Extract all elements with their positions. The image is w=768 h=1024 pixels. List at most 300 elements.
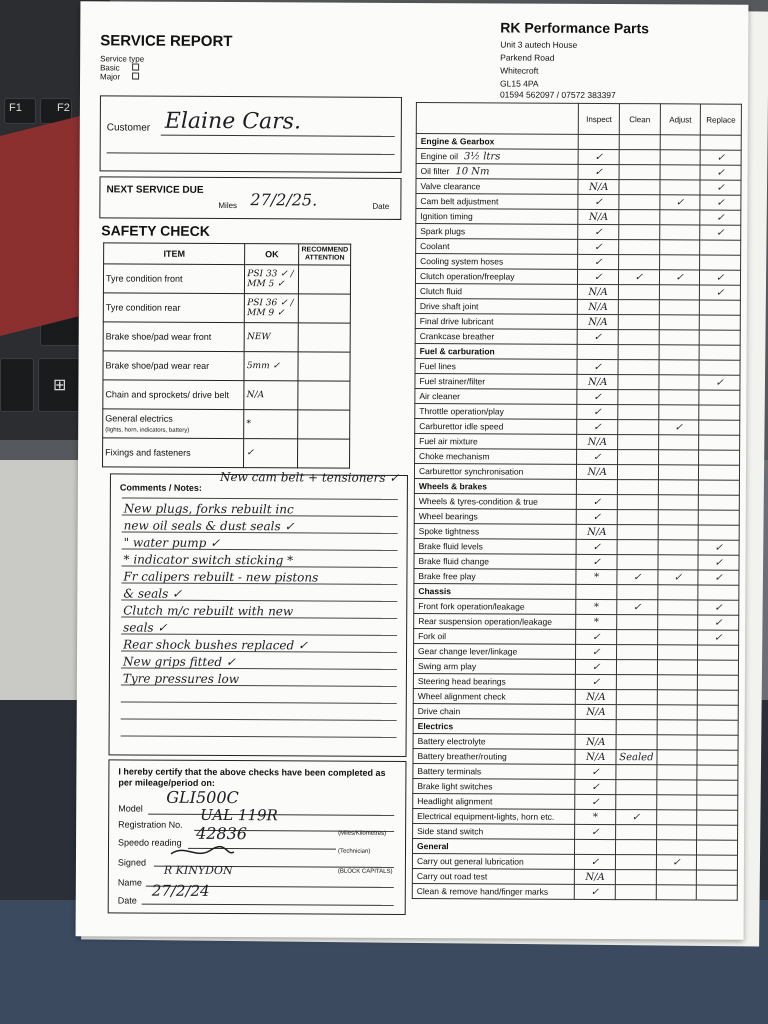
inspect-mark[interactable]: ✓ bbox=[577, 419, 618, 434]
clean-mark[interactable]: ✓ bbox=[617, 600, 658, 615]
replace-mark[interactable]: ✓ bbox=[698, 555, 739, 570]
adjust-mark[interactable] bbox=[656, 870, 697, 885]
clean-mark[interactable] bbox=[619, 240, 660, 255]
model-value[interactable]: GLI500C bbox=[166, 787, 239, 808]
checklist-item-text: Drive chain bbox=[417, 706, 461, 717]
clean-mark[interactable] bbox=[616, 690, 657, 705]
adjust-mark[interactable] bbox=[657, 780, 698, 795]
clean-mark[interactable] bbox=[618, 300, 659, 315]
clean-mark[interactable] bbox=[618, 375, 659, 390]
clean-mark[interactable] bbox=[618, 360, 659, 375]
inspect-mark[interactable]: ✓ bbox=[577, 494, 618, 509]
replace-mark[interactable] bbox=[697, 810, 738, 825]
inspect-mark[interactable]: ✓ bbox=[576, 674, 617, 689]
inspect-mark[interactable]: ✓ bbox=[578, 329, 619, 344]
replace-mark[interactable] bbox=[700, 255, 741, 270]
replace-mark[interactable] bbox=[699, 465, 740, 480]
checklist-section-label bbox=[414, 479, 576, 495]
basic-checkbox[interactable] bbox=[132, 64, 139, 71]
adjust-mark[interactable] bbox=[657, 675, 698, 690]
checklist-item-label bbox=[415, 314, 577, 330]
clean-mark[interactable] bbox=[619, 210, 660, 225]
inspect-mark[interactable]: N/A bbox=[577, 464, 618, 479]
comment-line[interactable]: Tyre pressures low bbox=[122, 671, 240, 687]
clean-mark[interactable] bbox=[616, 660, 657, 675]
clean-mark[interactable] bbox=[617, 465, 658, 480]
checklist-item-label bbox=[415, 449, 577, 465]
adjust-mark[interactable] bbox=[657, 795, 698, 810]
clean-mark[interactable] bbox=[616, 645, 657, 660]
inspect-mark[interactable]: ✓ bbox=[577, 359, 618, 374]
comment-line[interactable]: New grips fitted ✓ bbox=[122, 654, 236, 670]
adjust-mark[interactable] bbox=[659, 405, 700, 420]
replace-mark[interactable] bbox=[698, 675, 739, 690]
checklist-item-text: Fuel & carburation bbox=[419, 346, 495, 357]
safety-ok[interactable]: ✓ bbox=[244, 439, 298, 468]
inspect-mark[interactable]: * bbox=[576, 614, 617, 629]
adjust-mark[interactable] bbox=[656, 825, 697, 840]
adjust-mark[interactable]: ✓ bbox=[658, 420, 699, 435]
clean-mark[interactable] bbox=[619, 195, 660, 210]
checklist-item-text: Ignition timing bbox=[420, 211, 473, 222]
clean-mark[interactable] bbox=[619, 180, 660, 195]
comment-line[interactable]: Clutch m/c rebuilt with new bbox=[123, 603, 294, 619]
safety-ok[interactable]: N/A bbox=[244, 381, 298, 410]
company-address-2: Parkend Road bbox=[500, 52, 555, 63]
inspect-mark[interactable]: ✓ bbox=[576, 629, 617, 644]
clean-mark[interactable] bbox=[619, 225, 660, 240]
checklist-item-label bbox=[413, 764, 575, 780]
checklist-item-label bbox=[416, 239, 578, 255]
comment-line[interactable]: & seals ✓ bbox=[123, 586, 183, 601]
clean-mark[interactable] bbox=[616, 735, 657, 750]
replace-mark[interactable] bbox=[699, 360, 740, 375]
checklist-item-text: Wheels & brakes bbox=[418, 481, 487, 492]
replace-mark[interactable] bbox=[699, 405, 740, 420]
adjust-mark[interactable]: ✓ bbox=[660, 195, 701, 210]
replace-mark[interactable]: ✓ bbox=[700, 270, 741, 285]
replace-mark[interactable]: ✓ bbox=[698, 540, 739, 555]
checklist-item-text: Engine oil bbox=[420, 150, 459, 161]
adjust-mark[interactable]: ✓ bbox=[659, 270, 700, 285]
checklist-row bbox=[416, 179, 741, 196]
clean-mark[interactable] bbox=[618, 285, 659, 300]
registration-value[interactable]: UAL 119R bbox=[200, 805, 278, 825]
inspect-mark[interactable]: * bbox=[575, 809, 616, 824]
inspect-mark[interactable]: ✓ bbox=[575, 779, 616, 794]
adjust-mark[interactable] bbox=[657, 690, 698, 705]
checklist-item-text: Headlight alignment bbox=[417, 796, 493, 807]
checklist-body bbox=[412, 134, 741, 901]
clean-mark[interactable] bbox=[618, 405, 659, 420]
inspect-mark[interactable]: ✓ bbox=[577, 449, 618, 464]
checklist-row bbox=[415, 449, 740, 466]
adjust-mark[interactable] bbox=[658, 510, 699, 525]
replace-mark[interactable]: ✓ bbox=[698, 570, 739, 585]
replace-mark[interactable] bbox=[697, 705, 738, 720]
checklist-item-label bbox=[414, 569, 576, 585]
checklist-item-text: Wheels & tyres-condition & true bbox=[418, 496, 538, 507]
model-label: Model bbox=[118, 803, 143, 814]
inspect-mark[interactable]: ✓ bbox=[576, 659, 617, 674]
inspect-mark[interactable]: N/A bbox=[575, 749, 616, 764]
adjust-mark bbox=[658, 585, 699, 600]
inspect-mark[interactable]: N/A bbox=[577, 374, 618, 389]
replace-mark[interactable] bbox=[697, 855, 738, 870]
inspect-mark[interactable]: ✓ bbox=[576, 539, 617, 554]
checklist-item-label bbox=[414, 614, 576, 630]
inspect-mark bbox=[576, 584, 617, 599]
clean-mark[interactable]: Sealed bbox=[616, 750, 657, 765]
clean-mark[interactable] bbox=[616, 765, 657, 780]
replace-mark[interactable]: ✓ bbox=[700, 225, 741, 240]
checklist-section-row bbox=[415, 344, 740, 361]
adjust-mark[interactable] bbox=[659, 255, 700, 270]
checklist-header-blank bbox=[416, 103, 579, 135]
replace-mark[interactable] bbox=[698, 660, 739, 675]
safety-attention[interactable] bbox=[298, 410, 350, 439]
replace-mark[interactable]: ✓ bbox=[700, 150, 741, 165]
service-checklist-table bbox=[412, 102, 742, 901]
adjust-mark[interactable] bbox=[657, 645, 698, 660]
adjust-mark[interactable] bbox=[660, 165, 701, 180]
replace-mark[interactable] bbox=[697, 870, 738, 885]
inspect-mark[interactable]: * bbox=[576, 599, 617, 614]
safety-item-label: General electrics bbox=[105, 413, 173, 424]
adjust-mark[interactable] bbox=[659, 330, 700, 345]
replace-mark[interactable] bbox=[699, 495, 740, 510]
checklist-row bbox=[415, 389, 740, 406]
inspect-mark[interactable]: N/A bbox=[576, 704, 617, 719]
checklist-row bbox=[414, 569, 739, 586]
adjust-mark[interactable] bbox=[658, 450, 699, 465]
checklist-item-text: Carburettor synchronisation bbox=[418, 466, 524, 477]
clean-mark[interactable]: ✓ bbox=[616, 810, 657, 825]
clean-mark[interactable] bbox=[618, 390, 659, 405]
adjust-mark[interactable] bbox=[658, 495, 699, 510]
replace-mark[interactable]: ✓ bbox=[700, 165, 741, 180]
clean-mark[interactable] bbox=[617, 540, 658, 555]
clean-mark[interactable] bbox=[619, 165, 660, 180]
adjust-mark bbox=[658, 480, 699, 495]
safety-row bbox=[103, 322, 350, 352]
checklist-row bbox=[413, 779, 738, 796]
adjust-mark bbox=[659, 345, 700, 360]
safety-ok[interactable]: PSI 33 ✓ / MM 5 ✓ bbox=[245, 265, 299, 294]
replace-mark[interactable]: ✓ bbox=[700, 285, 741, 300]
safety-row bbox=[103, 293, 350, 323]
checklist-item-text: Carry out road test bbox=[416, 871, 488, 882]
safety-row bbox=[103, 438, 350, 468]
replace-mark[interactable]: ✓ bbox=[698, 615, 739, 630]
inspect-mark[interactable]: N/A bbox=[577, 434, 618, 449]
checklist-row bbox=[416, 209, 741, 226]
checklist-row bbox=[414, 644, 739, 661]
date-label: Date bbox=[372, 201, 390, 211]
clean-mark[interactable] bbox=[618, 450, 659, 465]
adjust-mark[interactable] bbox=[660, 150, 701, 165]
safety-attention[interactable] bbox=[299, 265, 351, 294]
safety-ok[interactable]: 5mm ✓ bbox=[244, 352, 298, 381]
inspect-mark bbox=[576, 719, 617, 734]
inspect-mark[interactable]: ✓ bbox=[577, 509, 618, 524]
safety-check-table bbox=[102, 242, 351, 468]
inspect-mark[interactable]: N/A bbox=[578, 284, 619, 299]
checklist-item-text: Clutch operation/freeplay bbox=[419, 271, 515, 282]
adjust-mark[interactable] bbox=[658, 555, 699, 570]
replace-mark[interactable]: ✓ bbox=[700, 195, 741, 210]
inspect-mark[interactable]: ✓ bbox=[578, 254, 619, 269]
checklist-item-label bbox=[415, 404, 577, 420]
replace-mark[interactable]: ✓ bbox=[700, 210, 741, 225]
inspect-mark[interactable]: * bbox=[576, 569, 617, 584]
adjust-mark[interactable] bbox=[658, 435, 699, 450]
clean-mark[interactable] bbox=[618, 435, 659, 450]
checklist-item-text: Chassis bbox=[418, 586, 452, 597]
clean-mark[interactable]: ✓ bbox=[618, 270, 659, 285]
comment-line[interactable]: Fr calipers rebuilt - new pistons bbox=[123, 569, 319, 585]
clean-mark[interactable] bbox=[617, 495, 658, 510]
replace-mark bbox=[699, 480, 740, 495]
replace-mark[interactable] bbox=[698, 525, 739, 540]
speedo-value[interactable]: 42836 bbox=[196, 823, 248, 844]
name-value[interactable]: R KINYDON bbox=[163, 863, 233, 878]
inspect-mark bbox=[577, 344, 618, 359]
inspect-mark[interactable]: N/A bbox=[575, 869, 616, 884]
adjust-mark[interactable] bbox=[656, 810, 697, 825]
clean-mark[interactable] bbox=[615, 870, 656, 885]
replace-mark[interactable]: ✓ bbox=[698, 600, 739, 615]
inspect-mark[interactable]: ✓ bbox=[577, 404, 618, 419]
adjust-mark[interactable] bbox=[659, 300, 700, 315]
comment-line[interactable]: Rear shock bushes replaced ✓ bbox=[123, 637, 309, 653]
customer-value[interactable]: Elaine Cars. bbox=[164, 108, 302, 135]
comment-line[interactable]: New cam belt + tensioners ✓ bbox=[219, 469, 400, 485]
clean-mark[interactable] bbox=[618, 420, 659, 435]
clean-mark[interactable]: ✓ bbox=[617, 570, 658, 585]
clean-mark[interactable] bbox=[615, 885, 656, 900]
clean-mark[interactable] bbox=[619, 150, 660, 165]
adjust-mark[interactable] bbox=[657, 765, 698, 780]
safety-attention[interactable] bbox=[298, 439, 350, 468]
inspect-mark[interactable]: N/A bbox=[578, 314, 619, 329]
adjust-mark[interactable]: ✓ bbox=[658, 570, 699, 585]
inspect-mark[interactable]: ✓ bbox=[576, 644, 617, 659]
replace-mark[interactable] bbox=[698, 510, 739, 525]
checklist-item-text: Fuel strainer/filter bbox=[419, 376, 486, 387]
checklist-item-label bbox=[414, 509, 576, 525]
safety-item: Brake shoe/pad wear front bbox=[103, 322, 244, 352]
name-label: Name bbox=[117, 877, 142, 888]
replace-mark[interactable]: ✓ bbox=[698, 630, 739, 645]
safety-attention[interactable] bbox=[298, 323, 350, 352]
col-item: ITEM bbox=[104, 243, 245, 265]
company-phone: 01594 562097 / 07572 383397 bbox=[499, 89, 616, 101]
checklist-item-note[interactable]: 3½ ltrs bbox=[463, 150, 501, 162]
safety-ok[interactable]: * bbox=[244, 410, 298, 439]
checklist-item-label bbox=[416, 164, 578, 180]
replace-mark[interactable]: ✓ bbox=[700, 180, 741, 195]
adjust-mark[interactable] bbox=[657, 750, 698, 765]
checklist-row bbox=[414, 464, 739, 481]
checklist-item-text: Choke mechanism bbox=[419, 451, 490, 462]
replace-mark[interactable] bbox=[700, 240, 741, 255]
comment-line[interactable]: seals ✓ bbox=[123, 620, 168, 635]
replace-mark[interactable] bbox=[697, 885, 738, 900]
keyboard-key: F2 bbox=[40, 98, 72, 124]
clean-mark[interactable] bbox=[617, 510, 658, 525]
inspect-mark[interactable]: ✓ bbox=[575, 854, 616, 869]
checklist-row bbox=[415, 314, 740, 331]
replace-mark[interactable] bbox=[699, 390, 740, 405]
checklist-item-text: Final drive lubricant bbox=[419, 316, 494, 327]
inspect-mark[interactable]: N/A bbox=[576, 689, 617, 704]
clean-mark[interactable] bbox=[617, 615, 658, 630]
checklist-item-label bbox=[414, 599, 576, 615]
safety-attention[interactable] bbox=[298, 381, 350, 410]
replace-mark[interactable] bbox=[699, 450, 740, 465]
replace-mark bbox=[700, 135, 741, 150]
clean-mark[interactable] bbox=[618, 315, 659, 330]
adjust-mark[interactable] bbox=[656, 885, 697, 900]
inspect-mark[interactable]: ✓ bbox=[575, 884, 616, 899]
checklist-item-label bbox=[412, 854, 574, 870]
clean-mark[interactable] bbox=[618, 330, 659, 345]
inspect-mark[interactable]: ✓ bbox=[575, 824, 616, 839]
replace-mark[interactable] bbox=[700, 315, 741, 330]
replace-mark[interactable] bbox=[697, 795, 738, 810]
inspect-mark[interactable]: ✓ bbox=[578, 224, 619, 239]
replace-mark[interactable] bbox=[698, 690, 739, 705]
checklist-item-note[interactable]: 10 Nm bbox=[455, 165, 490, 177]
adjust-mark[interactable] bbox=[659, 360, 700, 375]
inspect-mark[interactable]: N/A bbox=[578, 299, 619, 314]
checklist-row bbox=[413, 689, 738, 706]
adjust-mark[interactable] bbox=[659, 240, 700, 255]
checklist-item-label bbox=[413, 809, 575, 825]
basic-label: Basic bbox=[100, 63, 120, 73]
replace-mark[interactable] bbox=[699, 435, 740, 450]
inspect-mark[interactable]: ✓ bbox=[575, 764, 616, 779]
clean-mark[interactable] bbox=[617, 525, 658, 540]
next-service-date-value[interactable]: 27/2/25. bbox=[250, 190, 318, 210]
checklist-row bbox=[414, 494, 739, 511]
adjust-mark[interactable] bbox=[657, 660, 698, 675]
checklist-item-text: Battery breather/routing bbox=[417, 751, 507, 762]
adjust-mark[interactable] bbox=[659, 285, 700, 300]
checklist-item-label bbox=[412, 884, 574, 900]
inspect-mark[interactable]: ✓ bbox=[576, 554, 617, 569]
service-type-label: Service type bbox=[100, 54, 145, 64]
comment-line[interactable]: * indicator switch sticking * bbox=[123, 552, 294, 568]
adjust-mark[interactable] bbox=[659, 390, 700, 405]
safety-attention[interactable] bbox=[299, 294, 351, 323]
clean-mark bbox=[617, 585, 658, 600]
safety-item-sub: (lights, horn, indicators, battery) bbox=[105, 427, 190, 434]
inspect-mark[interactable]: N/A bbox=[578, 209, 619, 224]
inspect-mark bbox=[579, 134, 620, 149]
adjust-mark[interactable] bbox=[660, 180, 701, 195]
safety-item: Tyre condition front bbox=[103, 264, 244, 294]
inspect-mark[interactable]: ✓ bbox=[578, 194, 619, 209]
replace-mark[interactable] bbox=[697, 735, 738, 750]
comment-line[interactable]: new oil seals & dust seals ✓ bbox=[123, 518, 295, 534]
inspect-mark[interactable]: N/A bbox=[577, 524, 618, 539]
name-note: (BLOCK CAPITALS) bbox=[337, 868, 393, 875]
replace-mark[interactable] bbox=[699, 420, 740, 435]
checklist-item-label bbox=[415, 299, 577, 315]
replace-mark[interactable] bbox=[698, 645, 739, 660]
col-replace: Replace bbox=[701, 104, 742, 135]
inspect-mark[interactable]: N/A bbox=[575, 734, 616, 749]
replace-mark[interactable] bbox=[697, 765, 738, 780]
checklist-item-label bbox=[416, 224, 578, 240]
comment-line[interactable]: " water pump ✓ bbox=[123, 535, 221, 550]
adjust-mark[interactable]: ✓ bbox=[656, 855, 697, 870]
service-type-major bbox=[100, 72, 139, 81]
service-report-sheet bbox=[76, 1, 749, 939]
clean-mark[interactable] bbox=[619, 255, 660, 270]
adjust-mark[interactable] bbox=[659, 375, 700, 390]
major-checkbox[interactable] bbox=[132, 73, 139, 80]
clean-mark[interactable] bbox=[616, 825, 657, 840]
clean-mark[interactable] bbox=[616, 780, 657, 795]
checklist-row bbox=[414, 554, 739, 571]
replace-mark[interactable]: ✓ bbox=[699, 375, 740, 390]
checklist-item-label bbox=[413, 674, 575, 690]
replace-mark[interactable] bbox=[697, 780, 738, 795]
adjust-mark[interactable] bbox=[660, 225, 701, 240]
inspect-mark[interactable]: ✓ bbox=[578, 149, 619, 164]
clean-mark[interactable] bbox=[617, 630, 658, 645]
replace-mark[interactable] bbox=[697, 825, 738, 840]
adjust-mark[interactable] bbox=[658, 540, 699, 555]
inspect-mark[interactable]: ✓ bbox=[575, 794, 616, 809]
adjust-mark[interactable] bbox=[657, 705, 698, 720]
adjust-mark[interactable] bbox=[658, 600, 699, 615]
replace-mark[interactable] bbox=[700, 300, 741, 315]
inspect-mark[interactable]: ✓ bbox=[578, 164, 619, 179]
adjust-mark[interactable] bbox=[657, 615, 698, 630]
adjust-mark[interactable] bbox=[660, 210, 701, 225]
clean-mark[interactable] bbox=[616, 705, 657, 720]
comment-line[interactable]: New plugs, forks rebuilt inc bbox=[123, 501, 294, 517]
clean-mark[interactable] bbox=[615, 855, 656, 870]
checklist-row bbox=[413, 704, 738, 721]
safety-attention[interactable] bbox=[298, 352, 350, 381]
adjust-mark[interactable] bbox=[658, 465, 699, 480]
safety-ok[interactable]: PSI 36 ✓ / MM 9 ✓ bbox=[245, 294, 299, 323]
inspect-mark[interactable]: ✓ bbox=[578, 269, 619, 284]
adjust-mark[interactable] bbox=[657, 630, 698, 645]
date-value[interactable]: 27/2/24 bbox=[151, 881, 210, 900]
inspect-mark[interactable]: ✓ bbox=[578, 239, 619, 254]
adjust-mark[interactable] bbox=[659, 315, 700, 330]
replace-mark[interactable] bbox=[699, 330, 740, 345]
adjust-mark[interactable] bbox=[657, 735, 698, 750]
checklist-item-label bbox=[414, 629, 576, 645]
replace-mark[interactable] bbox=[697, 750, 738, 765]
adjust-mark[interactable] bbox=[658, 525, 699, 540]
clean-mark[interactable] bbox=[616, 675, 657, 690]
checklist-row bbox=[416, 164, 741, 181]
clean-mark[interactable] bbox=[617, 555, 658, 570]
clean-mark[interactable] bbox=[616, 795, 657, 810]
safety-ok[interactable]: NEW bbox=[244, 323, 298, 352]
checklist-item-text: Brake fluid levels bbox=[418, 541, 483, 552]
inspect-mark[interactable]: N/A bbox=[578, 179, 619, 194]
inspect-mark[interactable]: ✓ bbox=[577, 389, 618, 404]
